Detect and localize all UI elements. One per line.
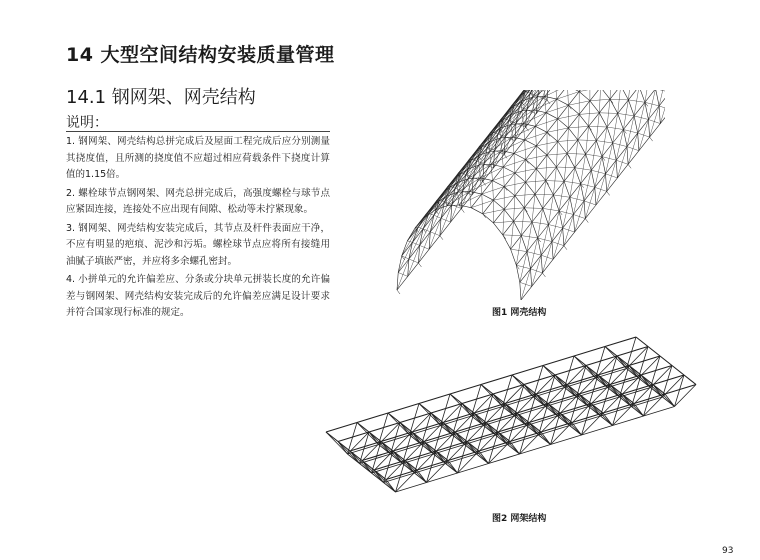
figure1-caption: 图1 网壳结构	[492, 308, 547, 318]
note-heading-rule	[66, 131, 330, 132]
page-number: 93	[722, 546, 734, 556]
chapter-title: 14 大型空间结构安装质量管理	[66, 44, 335, 66]
note-heading: 说明：	[66, 115, 108, 131]
notes-list	[66, 134, 330, 324]
note-item-1: 1. 钢网架、网壳结构总拼完成后及屋面工程完成后应分别测量其挠度值，且所测的挠度值不应超过相应荷载条件下挠度计算值的1.15倍。	[66, 136, 330, 180]
note-item-2: 2. 螺栓球节点钢网架、网壳总拼完成后，高强度螺栓与球节点应紧固连接，连接处不应出现有间隙、松动等未拧紧现象。	[66, 187, 330, 215]
space-grid-figure	[318, 312, 728, 502]
section-title: 14.1 钢网架、网壳结构	[66, 87, 256, 108]
note-item-4: 4. 小拼单元的允许偏差应、分条或分块单元拼装长度的允许偏差与钢网架、网壳结构安装完成后的允许偏差应满足设计要求并符合国家现行标准的规定。	[66, 274, 330, 318]
reticulated-shell-figure	[385, 90, 665, 300]
figure2-caption: 图2 网架结构	[492, 514, 547, 524]
note-item-3: 3. 钢网架、网壳结构安装完成后，其节点及杆件表面应干净，不应有明显的疤痕、泥沙和污垢。螺栓球节点应将所有接缝用油腻子填嵌严密，并应将多余螺孔密封。	[66, 222, 330, 267]
